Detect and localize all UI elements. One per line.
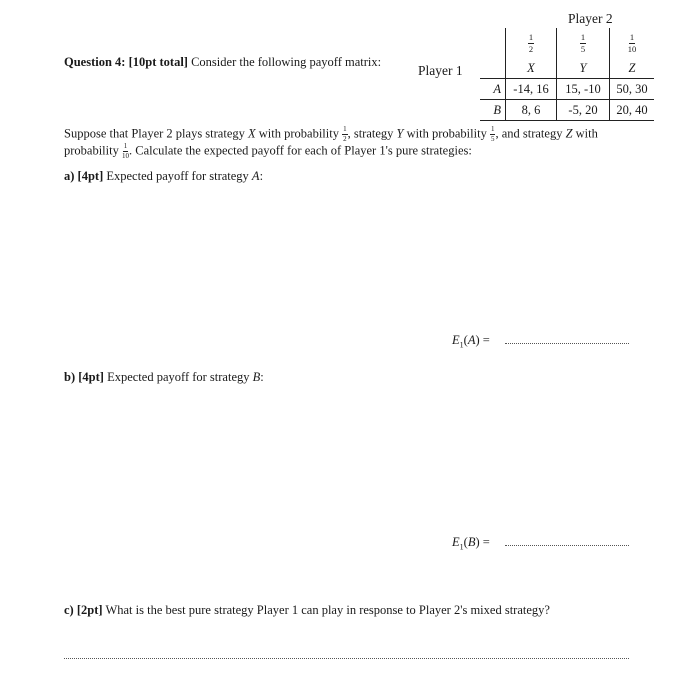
fraction: $\frac{1}{10}$ [121,142,129,160]
row-player-label: Player 1 [418,63,463,78]
payoff-matrix [480,28,654,121]
part-a-prompt: a) [4pt] Expected payoff for strategy A: [64,169,264,183]
payoff-cell: 15, -10 [557,79,610,100]
row-strategy-a: A [480,79,506,100]
col-strategy-x: X [506,58,557,79]
part-b-prompt: b) [4pt] Expected payoff for strategy B: [64,370,264,384]
answer-c-blank[interactable] [64,658,629,659]
prob-x: $\frac{1}{2}$ [528,32,534,54]
payoff-cell: 50, 30 [610,79,655,100]
payoff-cell: 8, 6 [506,100,557,121]
answer-a-blank[interactable] [505,343,629,344]
answer-a-label: $E_1(A)$ = [452,333,490,350]
probability-row [480,28,654,58]
col-strategy-z: Z [610,58,655,79]
col-player-label: Player 2 [568,11,613,26]
question-prompt: Consider the following payoff matrix: [191,55,382,69]
payoff-cell: -14, 16 [506,79,557,100]
payoff-cell: -5, 20 [557,100,610,121]
question-label: Question 4: [64,55,126,69]
prob-y: $\frac{1}{5}$ [580,32,586,54]
fraction: $\frac{1}{2}$ [343,125,347,143]
row-strategy-b: B [480,100,506,121]
col-strategy-y: Y [557,58,610,79]
payoff-cell: 20, 40 [610,100,655,121]
answer-b-label: $E_1(B)$ = [452,535,490,552]
answer-b-blank[interactable] [505,545,629,546]
part-c-prompt: c) [2pt] What is the best pure strategy Player 1 can play in response to Player 2's mixed strategy? [64,603,550,617]
matrix-row-a [480,79,654,100]
strategy-header-row [480,58,654,79]
fraction: $\frac{1}{5}$ [490,125,495,143]
question-header [64,55,381,70]
matrix-row-b [480,100,654,121]
prob-z: $\frac{1}{10}$ [627,32,637,54]
question-points: [10pt total] [128,55,188,69]
problem-description: Suppose that Player 2 plays strategy X with probability $\frac{1}{2}$ , strategy Y with probability $\frac{1}{5}$ , and strategy Z with probability $\frac{1}{10}$ . Calculate the expected payoff for each of Player 1's pure strategies: [64,125,598,160]
